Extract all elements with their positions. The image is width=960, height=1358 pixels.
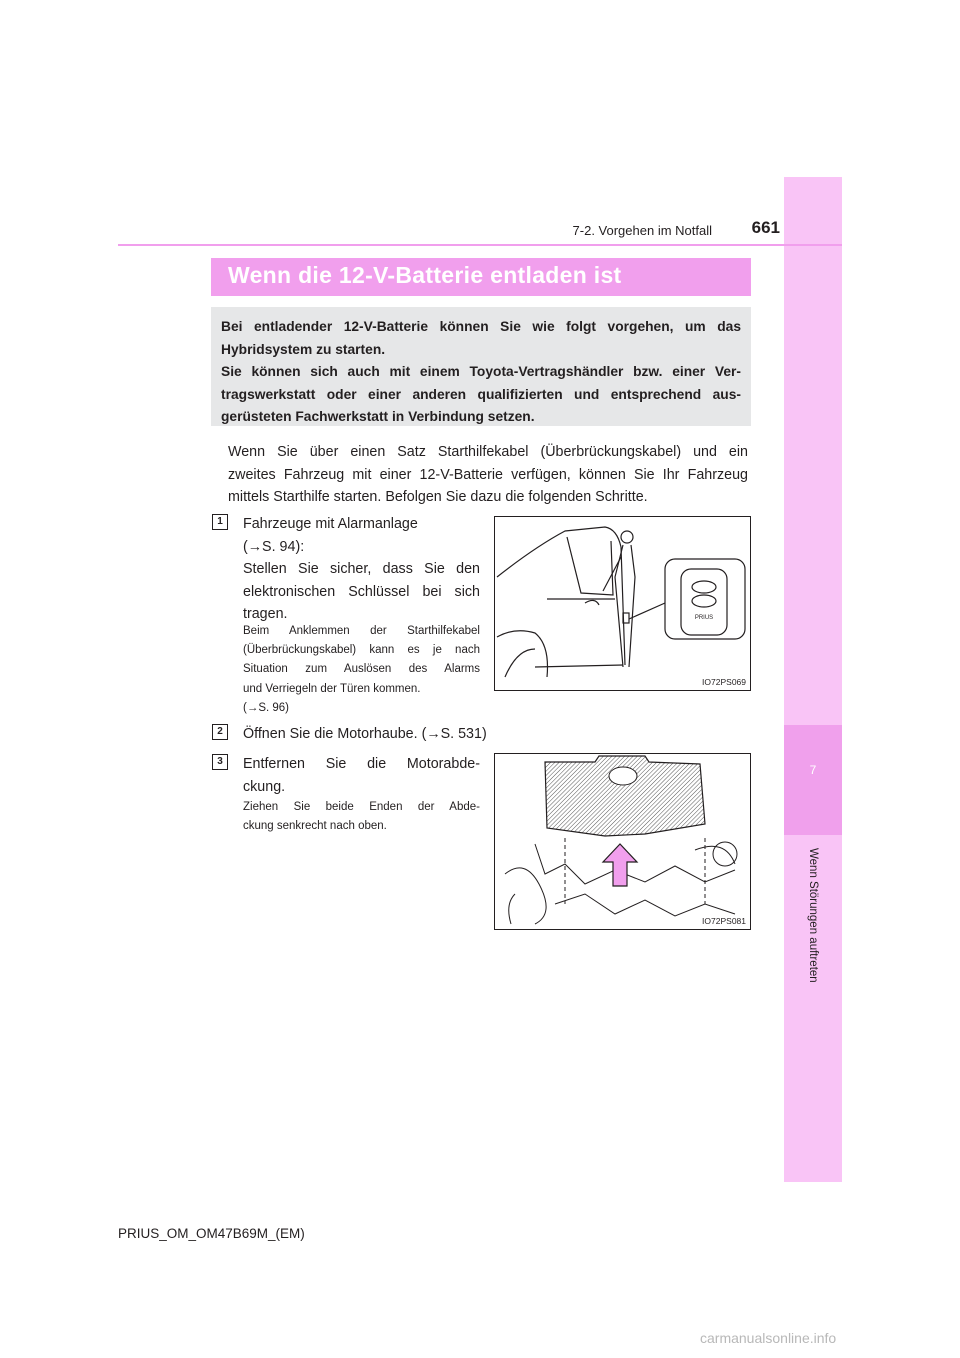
step-line: tragen.	[243, 606, 288, 623]
key-fob-label: PRIUS	[694, 615, 714, 621]
chapter-title-vertical	[776, 848, 850, 1028]
intro-text	[221, 316, 741, 429]
chapter-title: Wenn Störungen auftreten	[807, 848, 819, 983]
chapter-number: 7	[809, 763, 817, 777]
step-line: Fahrzeuge mit Alarmanlage	[243, 516, 418, 532]
step-1-note	[243, 622, 480, 718]
step-3-note	[243, 798, 480, 836]
note-line: Beim Anklemmen der Starthilfekabel	[243, 625, 480, 637]
body-paragraph	[228, 441, 748, 509]
note-line: Ziehen Sie beide Enden der Abde-	[243, 801, 480, 813]
header-rule	[118, 244, 842, 246]
step-1-text	[243, 513, 480, 626]
intro-line: Hybridsystem zu starten.	[221, 341, 386, 357]
body-line: Wenn Sie über einen Satz Starthilfekabel (Überbrückungskabel) und ein	[228, 444, 748, 460]
step-number-badge: 2	[212, 724, 228, 740]
note-line: (→S. 96)	[243, 701, 290, 714]
note-line: ckung senkrecht nach oben.	[243, 820, 387, 833]
body-line: zweites Fahrzeug mit einer 12-V-Batterie verfügen, können Sie Ihr Fahrzeug	[228, 466, 748, 483]
note-line: (Überbrückungskabel) kann es je nach	[243, 644, 480, 657]
figure-engine-cover	[494, 753, 751, 930]
chapter-sidebar	[784, 177, 842, 1182]
watermark: carmanualsonline.info	[700, 1330, 837, 1346]
engine-cover-illustration	[495, 754, 750, 929]
document-id: PRIUS_OM_OM47B69M_(EM)	[118, 1226, 305, 1241]
note-line: Situation zum Auslösen des Alarms	[243, 663, 480, 676]
body-line: mittels Starthilfe starten. Befolgen Sie dazu die folgenden Schritte.	[228, 489, 648, 506]
section-title: Wenn die 12-V-Batterie entladen ist	[228, 262, 622, 288]
step-number-badge: 3	[212, 754, 228, 770]
page-number: 661	[751, 218, 780, 237]
intro-line: Sie können sich auch mit einem Toyota-Vertragshändler bzw. einer Ver-	[221, 364, 741, 380]
intro-line: Bei entladender 12-V-Batterie können Sie wie folgt vorgehen, um das	[221, 319, 741, 334]
figure-code: IO72PS069	[702, 677, 746, 687]
chapter-heading: 7-2. Vorgehen im Notfall	[572, 223, 712, 238]
step-line: Öffnen Sie die Motorhaube. (→S. 531)	[243, 726, 487, 742]
intro-line: tragswerkstatt oder einer anderen qualifizierten und entsprechend aus-	[221, 386, 741, 402]
step-line: elektronischen Schlüssel bei sich	[243, 583, 480, 600]
note-line: und Verriegeln der Türen kommen.	[243, 682, 421, 695]
car-with-person-illustration	[495, 517, 750, 690]
step-3-text	[243, 753, 480, 798]
step-line: ckung.	[243, 778, 286, 795]
step-line: Stellen Sie sicher, dass Sie den	[243, 561, 480, 578]
figure-car-door-key	[494, 516, 751, 691]
step-line: (→S. 94):	[243, 538, 305, 555]
intro-line: gerüsteten Fachwerkstatt in Verbindung setzen.	[221, 409, 535, 425]
step-2-text	[243, 723, 643, 746]
step-number-badge: 1	[212, 514, 228, 530]
step-line: Entfernen Sie die Motorabde-	[243, 756, 480, 772]
figure-code: IO72PS081	[702, 916, 746, 926]
chapter-tab	[784, 725, 842, 835]
